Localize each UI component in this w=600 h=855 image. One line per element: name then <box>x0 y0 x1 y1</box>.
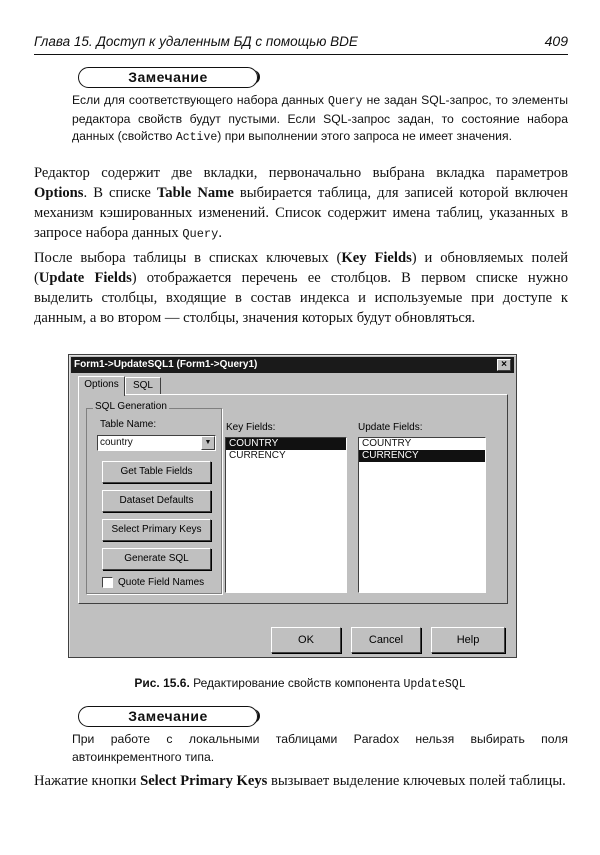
key-fields-list[interactable] <box>225 437 347 593</box>
key-fields-label: Key Fields: <box>226 422 276 433</box>
chevron-down-icon[interactable]: ▼ <box>201 436 215 450</box>
paragraph-bold: Table Name <box>156 185 234 201</box>
paragraph-text: ) и обновляемых полей ( <box>34 250 568 286</box>
paragraph-bold: Key Fields <box>341 250 412 266</box>
close-icon[interactable]: × <box>497 359 511 371</box>
paragraph <box>34 771 568 791</box>
note-code: Query <box>328 95 363 108</box>
note-text-part: Если для соответствующего набора данных <box>72 93 329 107</box>
dialog-title: Form1->UpdateSQL1 (Form1->Query1) <box>74 359 258 370</box>
generate-sql-button[interactable]: Generate SQL <box>102 548 211 570</box>
paragraph-code: Query <box>182 227 219 241</box>
paragraph-text: Нажатие кнопки <box>34 773 141 789</box>
list-item[interactable]: CURRENCY <box>229 450 286 461</box>
tab-options[interactable]: Options <box>78 376 125 396</box>
note-label: Замечание <box>128 708 208 724</box>
note-label-box <box>78 67 258 88</box>
paragraph-bold: Options <box>34 185 84 201</box>
paragraph <box>34 163 568 244</box>
paragraph-text: Редактор содержит две вкладки, первоначально выбрана вкладка параметров <box>34 165 568 181</box>
ok-button[interactable]: OK <box>271 627 341 653</box>
dialog-title-bar <box>71 357 514 373</box>
dataset-defaults-button[interactable]: Dataset Defaults <box>102 490 211 512</box>
paragraph-text: ) отображается перечень ее столбцов. В первом списке нужно выделить столбцы, входящие в состав индекса и используемые при доступе к данным, а во втором — столбцы, значения которых будут обновляться. <box>34 270 568 326</box>
caption-code: UpdateSQL <box>403 678 466 691</box>
select-primary-keys-button[interactable]: Select Primary Keys <box>102 519 211 541</box>
update-sql-dialog <box>68 354 517 658</box>
paragraph-text: . В списке <box>83 185 157 201</box>
get-table-fields-button[interactable]: Get Table Fields <box>102 461 211 483</box>
group-label: SQL Generation <box>95 401 167 412</box>
paragraph-text: вызывает выделение ключевых полей таблицы. <box>267 773 566 789</box>
caption-number: Рис. 15.6. <box>134 676 190 690</box>
note-label-box <box>78 706 258 727</box>
help-button[interactable]: Help <box>431 627 505 653</box>
list-item[interactable]: COUNTRY <box>226 438 346 450</box>
quote-field-names-label: Quote Field Names <box>118 577 205 588</box>
paragraph-bold: Select Primary Keys <box>140 773 268 789</box>
paragraph-bold: Update Fields <box>38 270 132 286</box>
cancel-button[interactable]: Cancel <box>351 627 421 653</box>
paragraph-text: . <box>218 225 222 241</box>
paragraph-text: После выбора таблицы в списках ключевых ( <box>34 250 342 266</box>
page-number: 409 <box>544 33 568 49</box>
table-name-combo[interactable] <box>97 435 216 451</box>
note-text-part: не задан SQL-запрос, то элементы редактора свойств будут пустыми. Если SQL-запрос задан, то состояние набора данных (свойство <box>72 93 568 143</box>
note-label: Замечание <box>128 69 208 85</box>
list-item[interactable]: CURRENCY <box>359 450 485 462</box>
running-header <box>34 32 568 55</box>
note-text <box>72 92 568 147</box>
chapter-title: Глава 15. Доступ к удаленным БД с помощью BDE <box>34 34 358 49</box>
note-text: При работе с локальными таблицами Paradox нельзя выбирать поля автоинкрементного типа. <box>72 732 568 764</box>
note-code: Active <box>175 131 218 144</box>
list-item[interactable]: COUNTRY <box>362 438 412 449</box>
update-fields-label: Update Fields: <box>358 422 423 433</box>
caption-text: Редактирование свойств компонента <box>189 676 404 690</box>
note-text-part: ) при выполнении этого запроса не имеет значения. <box>217 129 512 143</box>
table-name-value: country <box>100 437 133 448</box>
update-fields-list[interactable] <box>358 437 486 593</box>
tab-sql[interactable]: SQL <box>125 377 161 395</box>
figure-caption <box>0 676 600 691</box>
quote-field-names-checkbox[interactable] <box>102 577 113 588</box>
table-name-label: Table Name: <box>100 419 157 430</box>
paragraph <box>34 248 568 328</box>
paragraph-text: выбирается таблица, для записей которой включен механизм кэшированных изменений. Список содержит имена таблиц, указанных в запросе набора данных <box>34 185 568 241</box>
